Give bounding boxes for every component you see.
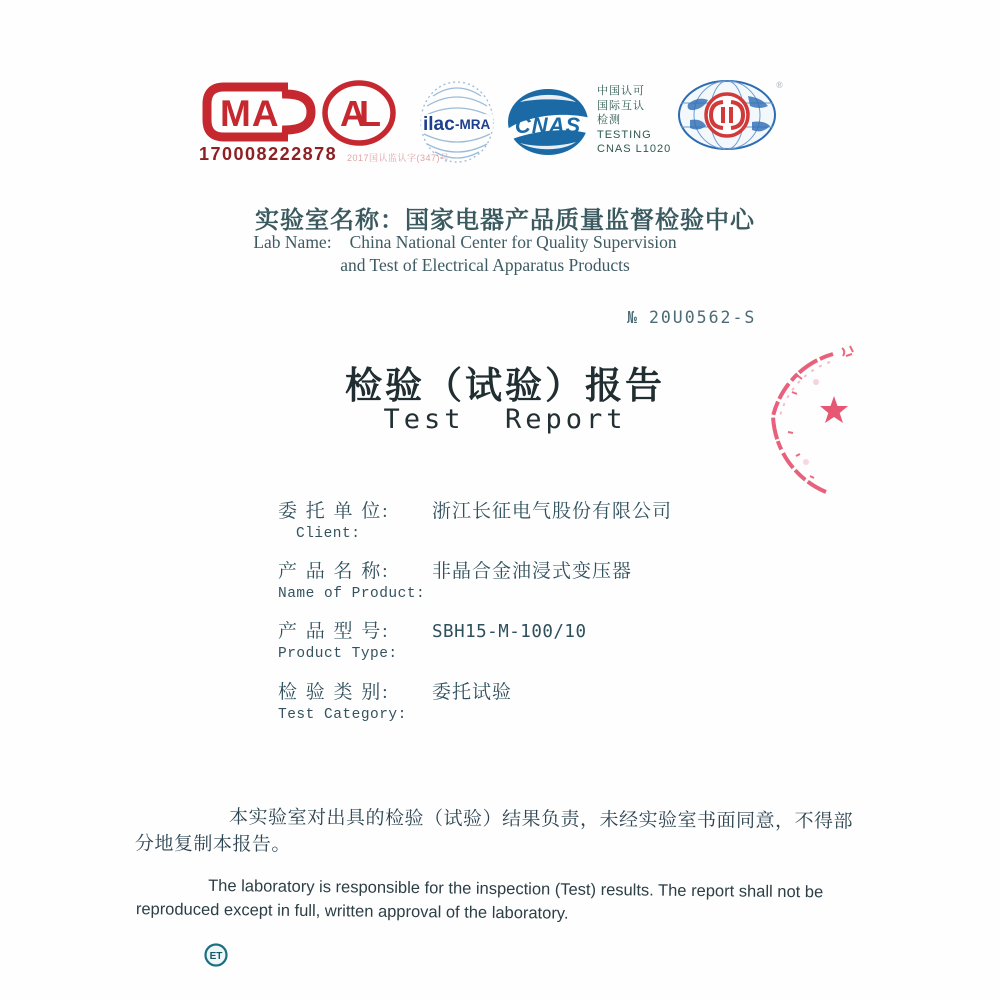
report-number-value: 20U0562-S <box>648 308 757 327</box>
field-label-en: Name of Product: <box>278 586 426 602</box>
field-label-en: Product Type: <box>278 646 398 662</box>
report-title-en: Test Report <box>383 404 627 435</box>
inspection-seal-stamp-icon <box>758 336 872 512</box>
accreditation-line: 中国认可 <box>597 85 645 97</box>
numero-symbol: № <box>627 308 639 327</box>
disclaimer-cn: 本实验室对出具的检验（试验）结果负责，未经实验室书面同意，不得部分地复制本报告。 <box>134 807 854 856</box>
al-letters: AL <box>340 93 374 134</box>
cnas-logo-icon <box>506 86 590 158</box>
lab-name-en-line2: and Test of Electrical Apparatus Products <box>340 255 630 275</box>
accreditation-line: 检测 <box>597 114 621 126</box>
et-letters: ET <box>209 951 223 962</box>
field-label-cn: 产 品 型 号: <box>278 621 390 642</box>
al-logo-icon <box>320 80 398 148</box>
cma-logo-icon <box>198 80 320 144</box>
field-product-name <box>278 556 838 602</box>
et-logo-icon <box>203 942 229 968</box>
field-client <box>278 496 838 542</box>
report-title-cn: 检验（试验）报告 <box>345 364 665 407</box>
lab-name-cn: 实验室名称：国家电器产品质量监督检验中心 <box>255 206 755 234</box>
cnas-text: CNAS <box>514 113 582 138</box>
disclaimer-en: The laboratory is responsible for the inspection (Test) results. The report shall not be reproduced except in full, written approval of the laboratory. <box>135 876 824 923</box>
accreditation-line: TESTING <box>597 128 652 141</box>
cma-letters: MA <box>220 93 280 134</box>
field-label-en: Test Category: <box>278 707 407 723</box>
field-value: 非晶合金油浸式变压器 <box>432 561 633 582</box>
accreditation-line: CNAS L1020 <box>597 143 672 155</box>
lab-name-en-label: Lab Name: <box>253 232 332 252</box>
ilac-mra-logo-icon <box>419 78 495 166</box>
accreditation-line: 国际互认 <box>597 99 645 112</box>
field-label-cn: 委 托 单 位: <box>278 501 390 522</box>
field-product-type <box>278 616 838 662</box>
report-number <box>627 308 756 327</box>
report-fields <box>278 496 838 735</box>
registered-mark: ® <box>776 80 783 90</box>
ilac-text: ilac <box>423 114 455 135</box>
lab-name-en-text: China National Center for Quality Supervision <box>349 232 677 252</box>
field-label-cn: 产 品 名 称: <box>278 561 390 582</box>
field-label-en: Client: <box>296 526 361 542</box>
field-label-cn: 检 验 类 别: <box>278 682 390 703</box>
globe-logo-icon <box>676 74 784 154</box>
lab-name-en-line1 <box>0 232 930 253</box>
cnas-accreditation-text <box>597 84 671 157</box>
field-value: 委托试验 <box>432 682 513 703</box>
field-test-category <box>278 677 838 723</box>
mra-text: -MRA <box>455 117 491 132</box>
field-value: 浙江长征电气股份有限公司 <box>432 501 673 522</box>
cma-certificate-note: 2017国认监认字(347)号 <box>347 153 450 163</box>
cma-certificate-number: 170008222878 <box>199 144 338 164</box>
field-value: SBH15-M-100/10 <box>432 622 587 642</box>
